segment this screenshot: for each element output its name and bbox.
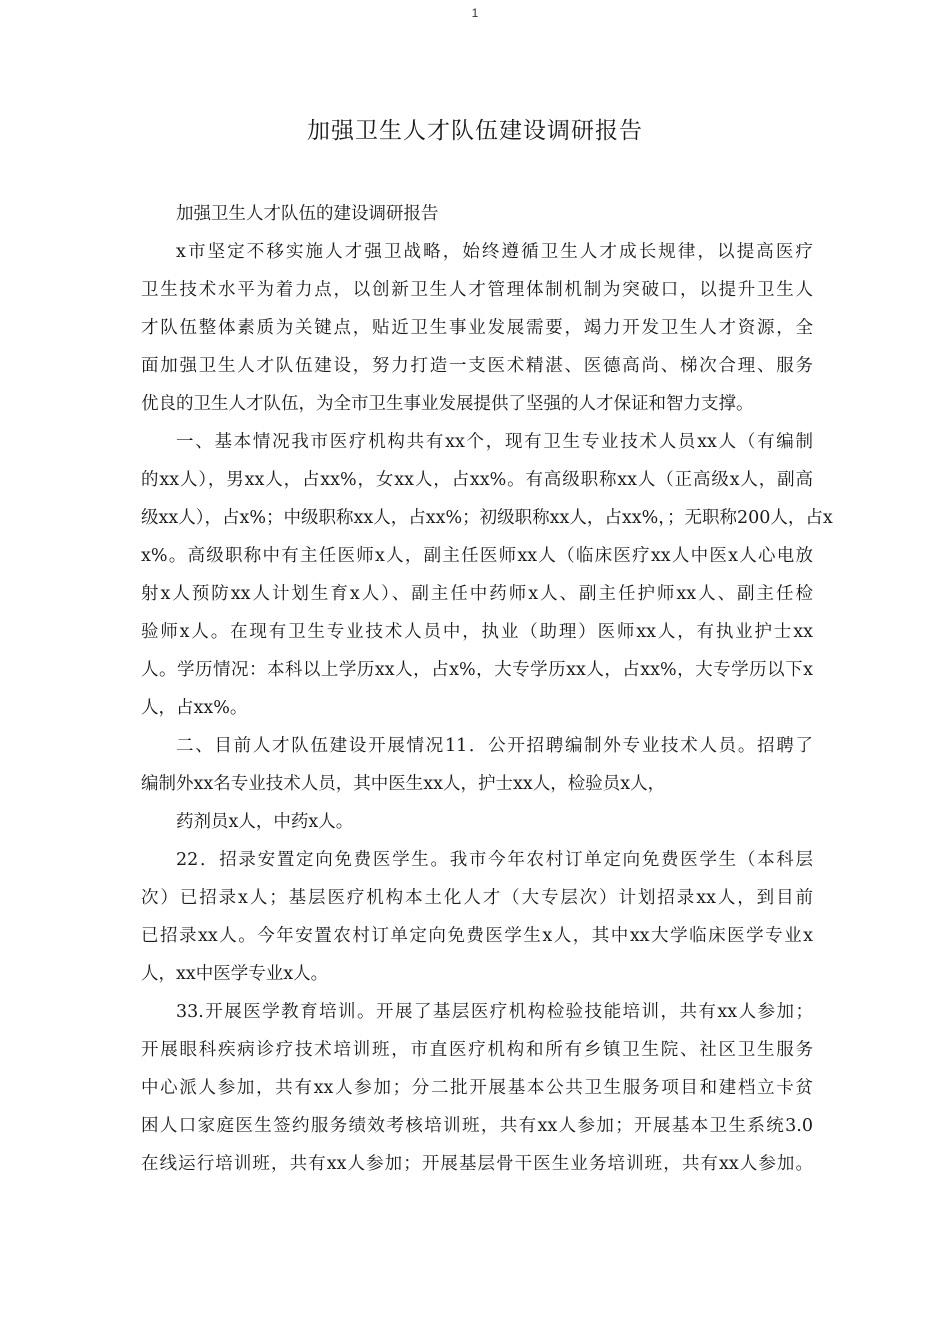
text-line: 射x人预防xx人计划生育x人）、副主任中药师x人、副主任护师xx人、副主任检 [141, 584, 813, 604]
document-title: 加强卫生人才队伍建设调研报告 [307, 118, 643, 144]
text-line: 人。学历情况：本科以上学历xx人，占x%，大专学历xx人，占xx%，大专学历以下x [141, 660, 813, 680]
text-line: 中心派人参加，共有xx人参加；分二批开展基本公共卫生服务项目和建档立卡贫 [141, 1078, 813, 1098]
text-line: 人，xx中医学专业x人。 [141, 964, 329, 984]
text-line: 编制外xx名专业技术人员，其中医生xx人，护士xx人，检验员x人， [141, 774, 666, 794]
text-line: x市坚定不移实施人才强卫战略，始终遵循卫生人才成长规律，以提高医疗 [176, 242, 813, 262]
text-line: 药剂员x人，中药x人。 [176, 812, 354, 832]
text-line: 的xx人），男xx人，占xx%，女xx人，占xx%。有高级职称xx人（正高级x人，副高 [141, 470, 813, 490]
text-line: 开展眼科疾病诊疗技术培训班，市直医疗机构和所有乡镇卫生院、社区卫生服务 [141, 1040, 813, 1060]
page-number: 1 [471, 6, 479, 20]
text-line: 卫生技术水平为着力点，以创新卫生人才管理体制机制为突破口，以提升卫生人 [141, 280, 813, 300]
text-line: 已招录xx人。今年安置农村订单定向免费医学生x人，其中xx大学临床医学专业x [141, 926, 813, 946]
text-line: 二、目前人才队伍建设开展情况11．公开招聘编制外专业技术人员。招聘了 [176, 736, 813, 756]
text-line: 22．招录安置定向免费医学生。我市今年农村订单定向免费医学生（本科层 [176, 850, 813, 870]
text-line: 级xx人），占x%；中级职称xx人，占xx%；初级职称xx人，占xx%，；无职称200人，占x [141, 508, 833, 528]
text-line: x%。高级职称中有主任医师x人，副主任医师xx人（临床医疗xx人中医x人心电放 [141, 546, 813, 566]
text-line: 才队伍整体素质为关键点，贴近卫生事业发展需要，竭力开发卫生人才资源，全 [141, 318, 813, 338]
text-line: 优良的卫生人才队伍，为全市卫生事业发展提供了坚强的人才保证和智力支撑。 [141, 394, 754, 414]
text-line: 在线运行培训班，共有xx人参加；开展基层骨干医生业务培训班，共有xx人参加。 [141, 1154, 813, 1174]
text-line: 33.开展医学教育培训。开展了基层医疗机构检验技能培训，共有xx人参加； [176, 1002, 813, 1022]
subtitle-line: 加强卫生人才队伍的建设调研报告 [176, 204, 439, 224]
text-line: 困人口家庭医生签约服务绩效考核培训班，共有xx人参加；开展基本卫生系统3.0 [141, 1116, 813, 1136]
text-line: 验师x人。在现有卫生专业技术人员中，执业（助理）医师xx人，有执业护士xx [141, 622, 813, 642]
text-line: 面加强卫生人才队伍建设，努力打造一支医术精湛、医德高尚、梯次合理、服务 [141, 356, 813, 376]
text-line: 次）已招录x人；基层医疗机构本土化人才（大专层次）计划招录xx人，到目前 [141, 888, 813, 908]
text-line: 人，占xx%。 [141, 698, 248, 718]
text-line: 一、基本情况我市医疗机构共有xx个，现有卫生专业技术人员xx人（有编制 [176, 432, 813, 452]
